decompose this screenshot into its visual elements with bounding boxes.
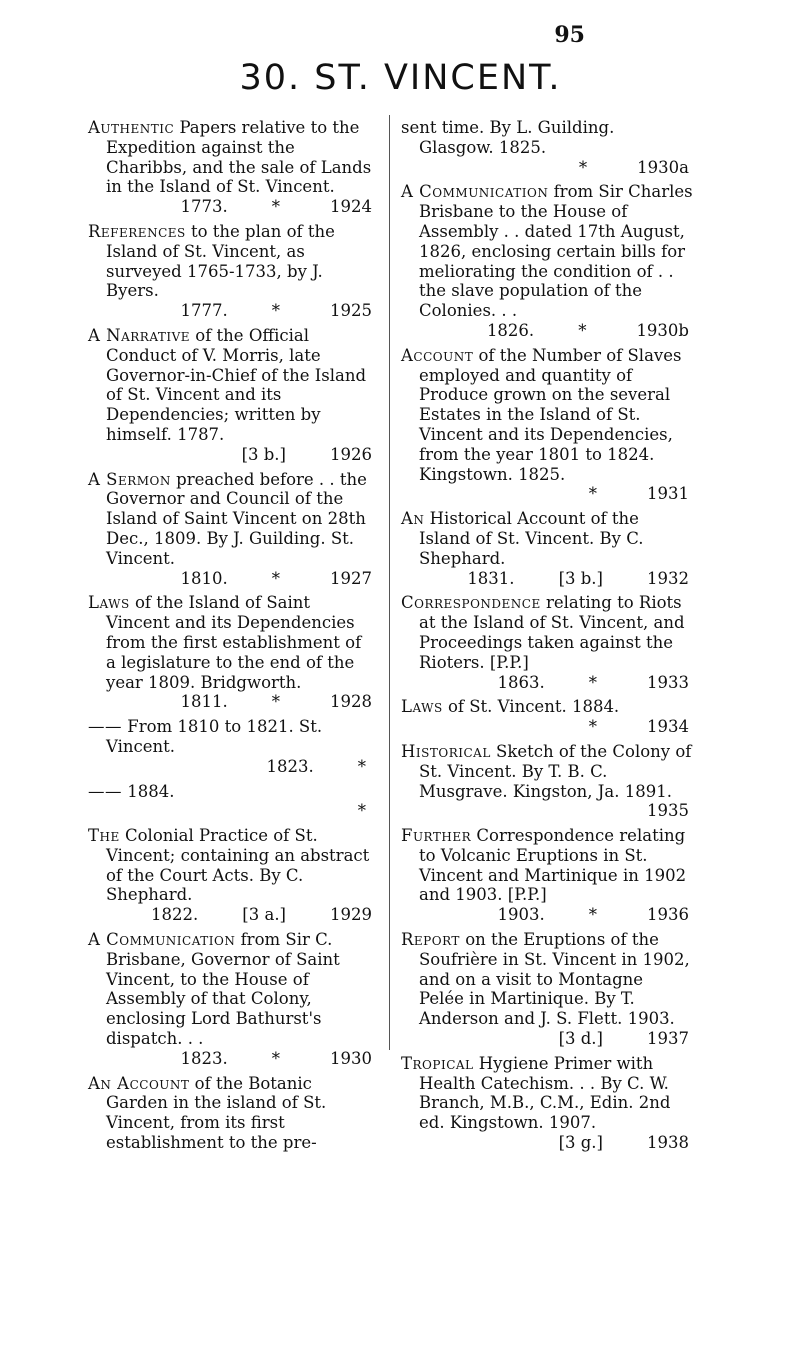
entry-ref-number: 1930 [330, 1048, 372, 1068]
entry-ref-year: 1826. [486, 320, 535, 340]
entry-lead: Further [401, 826, 472, 846]
entry-reference [106, 197, 376, 217]
entry-text: from Sir C. Brisbane, Governor of Saint Vincent, to the House of Assembly of that Colony, enclosing Lord Bathurst's dispatch. . . [106, 930, 340, 1049]
entry-ref-mark: * [588, 717, 597, 737]
entry-ref-year: 1777. [180, 301, 228, 321]
entry-ref-year: 1811. [180, 692, 228, 712]
entry-text: of the Island of Saint Vincent and its Dependencies from the first establishment of a legislature to the end of the year 1809. Bridgworth. [106, 593, 362, 692]
right-column [401, 118, 693, 1158]
entry-lead: Authentic [88, 118, 175, 137]
entry-text: From 1810 to 1821. St. Vincent. [106, 717, 323, 756]
entry-ref-mark: * [578, 320, 587, 340]
entry-lead: Laws [88, 593, 130, 613]
catalog-entry [401, 930, 693, 1049]
entry-ref-number: 1927 [330, 568, 372, 588]
catalog-entry [401, 118, 693, 177]
entry-ref-number: 1929 [330, 905, 372, 925]
entry-ref-mark: * [271, 301, 280, 321]
entry-text: sent time. By L. Guilding. Glasgow. 1825. [401, 118, 615, 157]
entry-ref-year: 1823. [180, 1048, 228, 1068]
catalog-entry [401, 1054, 693, 1153]
entry-ref-year: 1863. [497, 672, 545, 692]
catalog-entry [88, 118, 376, 217]
entry-ref-year: 1823. [266, 756, 314, 776]
entry-ref-number: 1936 [647, 905, 689, 925]
entry-ref-year: 1903. [497, 905, 545, 925]
entry-ref-mark: * [271, 692, 280, 712]
entry-reference [419, 158, 693, 178]
catalog-entry [88, 782, 376, 822]
entry-ref-mark: * [578, 157, 588, 177]
entry-lead: Laws [401, 697, 443, 717]
entry-text: Hygiene Primer with Health Catechism. . . By C. W. Branch, M.B., C.M., Edin. 2nd ed. Kingstown. 1907. [419, 1053, 671, 1133]
entry-ref-mark: * [588, 672, 597, 692]
entry-reference [106, 801, 376, 821]
entry-text: to the plan of the Island of St. Vincent, as surveyed 1765-1733, by J. Byers. [106, 221, 335, 301]
entry-ref-year: [3 a.] [242, 905, 286, 925]
catalog-entry [401, 593, 693, 692]
catalog-entry [401, 826, 693, 925]
entry-reference [106, 905, 376, 925]
catalog-entry [88, 1074, 376, 1153]
catalog-entry [88, 326, 376, 465]
entry-ref-mark: * [271, 197, 280, 217]
entry-text: of St. Vincent. 1884. [447, 697, 620, 717]
entry-ref-number: 1925 [330, 301, 372, 321]
entry-lead: A Communication [401, 182, 549, 202]
catalog-entry [401, 697, 693, 737]
entry-ref-number: 1934 [647, 717, 689, 737]
entry-reference [106, 757, 376, 777]
entry-reference [419, 673, 693, 693]
entry-ref-year: [3 g.] [558, 1133, 603, 1153]
entry-text: from Sir Charles Brisbane to the House of Assembly . . dated 17th August, 1826, enclosing certain bills for meliorating the condition of . . the slave population of the Colonies. . . [419, 182, 693, 321]
entry-text: Papers relative to the Expedition against the Charibbs, and the sale of Lands in the Island of St. Vincent. [106, 118, 372, 197]
entry-ref-left: 1831. [467, 568, 515, 588]
entry-ref-mark: * [357, 756, 366, 776]
entry-reference [106, 301, 376, 321]
entry-lead: An Account [88, 1073, 190, 1093]
entry-reference [106, 1049, 376, 1069]
entry-lead: Report [401, 930, 460, 950]
page-number: 95 [554, 22, 585, 48]
entry-ref-mark: * [357, 801, 366, 821]
entry-lead: Tropical [401, 1053, 474, 1073]
entry-ref-year: 1773. [180, 197, 228, 217]
entry-reference [419, 905, 693, 925]
entry-lead: A Narrative [88, 325, 191, 345]
entry-lead: Account [401, 345, 474, 365]
entry-text: Historical Account of the Island of St. Vincent. By C. Shephard. [419, 509, 644, 568]
entry-text: Correspondence relating to Volcanic Eruptions in St. Vincent and Martinique in 1902 and 1903. [P.P.] [419, 826, 687, 905]
entry-reference [419, 321, 693, 341]
entry-ref-year: 1810. [180, 568, 228, 588]
entry-lead: A Sermon [88, 469, 171, 489]
left-column [88, 118, 376, 1158]
entry-ref-mark: * [588, 484, 597, 504]
entry-ref-number: 1932 [647, 568, 689, 588]
entry-reference [419, 1133, 693, 1153]
entry-lead: A Communication [88, 930, 236, 950]
entry-text: of the Botanic Garden in the island of St. Vincent, from its first establishment to the pre- [106, 1073, 327, 1153]
entry-text: 1884. [127, 781, 175, 801]
catalog-entry [88, 222, 376, 321]
catalog-entry [401, 182, 693, 340]
entry-ref-mark: * [271, 568, 280, 588]
entry-ref-number: 1938 [647, 1133, 689, 1153]
catalog-entry [88, 930, 376, 1069]
entry-ref-number: 1933 [647, 672, 689, 692]
catalog-entry [401, 742, 693, 821]
entry-reference [419, 717, 693, 737]
entry-ref-mark: * [271, 1048, 280, 1068]
entry-lead: The [88, 826, 120, 846]
entry-lead: —— [88, 717, 122, 737]
entry-ref-number: 1931 [647, 484, 689, 504]
entry-ref-number: 1930b [636, 320, 689, 340]
entry-ref-number: 1930a [637, 157, 689, 177]
entry-ref-year: [3 d.] [558, 1029, 603, 1049]
entry-lead: —— [88, 781, 122, 801]
entry-text: Colonial Practice of St. Vincent; containing an abstract of the Court Acts. By C. Shephard. [106, 826, 370, 905]
entry-text: of the Official Conduct of V. Morris, late Governor-in-Chief of the Island of St. Vincent and its Dependencies; written by himself. 1787. [106, 325, 367, 444]
entry-reference [106, 569, 376, 589]
entry-reference [419, 1029, 693, 1049]
entry-reference [106, 445, 376, 465]
entry-reference [106, 692, 376, 712]
entry-text: preached before . . the Governor and Council of the Island of Saint Vincent on 28th Dec., 1809. By J. Guilding. St. Vincent. [106, 469, 367, 568]
column-divider [389, 115, 390, 1050]
entry-ref-year: [3 b.] [241, 444, 286, 464]
entry-reference [419, 484, 693, 504]
entry-lead: References [88, 221, 186, 241]
entry-reference [419, 801, 693, 821]
catalog-entry [401, 346, 693, 504]
catalog-entry [88, 826, 376, 925]
entry-lead: Historical [401, 741, 491, 761]
entry-text: Sketch of the Colony of St. Vincent. By T. B. C. Musgrave. Kingston, Ja. 1891. [419, 741, 692, 801]
entry-ref-number: 1926 [330, 444, 372, 464]
entry-ref-mark: * [588, 905, 597, 925]
catalog-entry [88, 717, 376, 776]
entry-text: relating to Riots at the Island of St. Vincent, and Proceedings taken against the Rioters. [P.P.] [419, 593, 685, 672]
entry-ref-year: [3 b.] [558, 568, 603, 588]
catalog-entry [88, 593, 376, 712]
page-title: 30. ST. VINCENT. [239, 58, 562, 98]
catalog-entry [401, 509, 693, 588]
catalog-entry [88, 470, 376, 589]
entry-reference [419, 569, 693, 589]
entry-ref-number: 1935 [647, 801, 689, 821]
entry-ref-number: 1928 [330, 692, 372, 712]
entry-ref-left: 1822. [151, 905, 199, 925]
entry-text: on the Eruptions of the Soufrière in St. Vincent in 1902, and on a visit to Montagne Pelée in Martinique. By T. Anderson and J. S. Flett. 1903. [419, 930, 690, 1029]
entry-ref-number: 1937 [647, 1029, 689, 1049]
entry-lead: Correspondence [401, 593, 541, 613]
entry-ref-number: 1924 [330, 197, 372, 217]
entry-lead: An [401, 509, 425, 529]
entry-text: of the Number of Slaves employed and quantity of Produce grown on the several Estates in the Island of St. Vincent and its Dependencies, from the year 1801 to 1824. Kingstown. 1825. [419, 345, 682, 484]
